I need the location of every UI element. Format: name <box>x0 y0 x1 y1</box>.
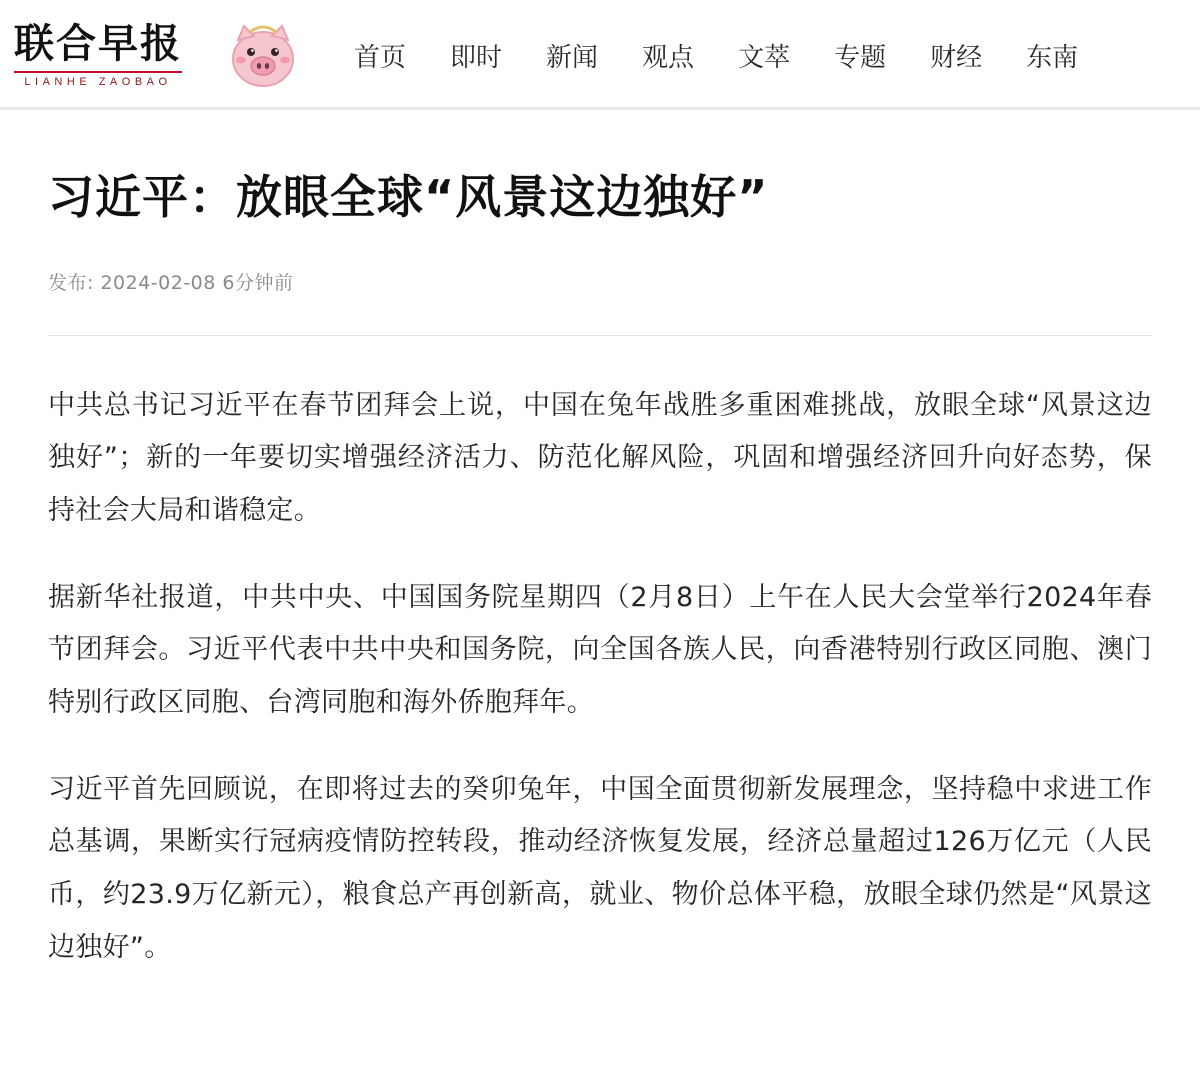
nav-item-digest[interactable]: 文萃 <box>738 42 791 73</box>
nav-item-instant[interactable]: 即时 <box>450 42 503 73</box>
nav-item-southeast[interactable]: 东南 <box>1026 42 1079 73</box>
publish-meta: 发布: 2024-02-08 6分钟前 <box>48 271 294 294</box>
article-paragraph: 据新华社报道，中共中央、中国国务院星期四（2月8日）上午在人民大会堂举行2024年春节团拜会。习近平代表中共中央和国务院，向全国各族人民，向香港特别行政区同胞、澳门特别行政区同胞、台湾同胞和海外侨胞拜年。 <box>48 581 1152 718</box>
title-divider <box>48 335 1152 336</box>
site-logo[interactable] <box>14 20 214 88</box>
site-header <box>0 0 1200 110</box>
nav-item-opinion[interactable]: 观点 <box>642 42 695 73</box>
nav-item-finance[interactable]: 财经 <box>930 42 983 73</box>
header-divider <box>0 107 1200 110</box>
nav-item-topics[interactable]: 专题 <box>834 42 887 73</box>
main-navigation[interactable] <box>332 27 1200 84</box>
nav-item-home[interactable]: 首页 <box>354 42 407 73</box>
zodiac-mascot-icon <box>220 12 306 98</box>
article-container <box>0 168 1200 974</box>
logo-english-text: LIANHE ZAOBAO <box>14 71 182 88</box>
logo-chinese-text: 联合早报 <box>14 20 182 67</box>
page-title: 习近平：放眼全球“风景这边独好” <box>48 170 769 224</box>
article-paragraph: 中共总书记习近平在春节团拜会上说，中国在兔年战胜多重困难挑战，放眼全球“风景这边独好”；新的一年要切实增强经济活力、防范化解风险，巩固和增强经济回升向好态势，保持社会大局和谐稳定。 <box>48 389 1152 527</box>
article-paragraph: 习近平首先回顾说，在即将过去的癸卯兔年，中国全面贯彻新发展理念，坚持稳中求进工作总基调，果断实行冠病疫情防控转段，推动经济恢复发展，经济总量超过126万亿元（人民币，约23.9万亿新元），粮食总产再创新高，就业、物价总体平稳，放眼全球仍然是“风景这边独好”。 <box>48 773 1152 963</box>
nav-item-news[interactable]: 新闻 <box>546 42 599 73</box>
article-body <box>48 380 1152 974</box>
